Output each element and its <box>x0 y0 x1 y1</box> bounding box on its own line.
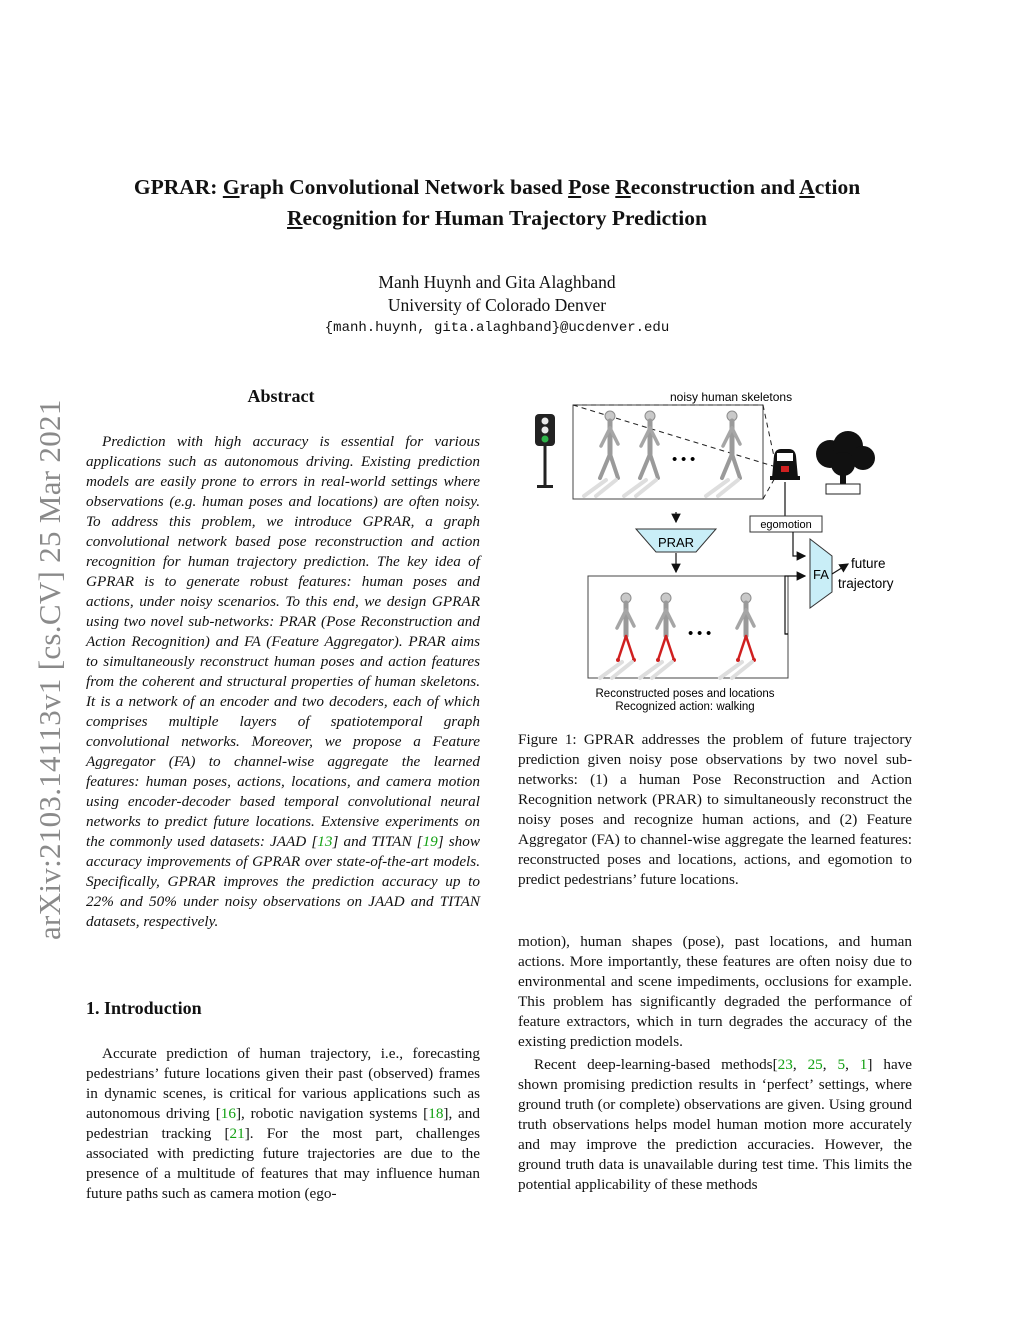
abstract-heading: Abstract <box>247 386 315 406</box>
figure-1-caption: Figure 1: GPRAR addresses the problem of future trajectory prediction given noisy pose observations by two novel sub-networks: (1) a human Pose Reconstruction and Action Recognition network (PRAR) to simultaneously reconstruct the noisy poses and recognize human actions, and (2) Feature Aggregator (FA) to channel-wise aggregate the learned features: reconstructed poses and locations, actions, and egomotion to predict pedestrians’ future locations. <box>518 731 912 888</box>
label-noisy-skeletons: noisy human skeletons <box>670 390 793 404</box>
title-line-2: Recognition for Human Trajectory Prediction <box>287 206 707 230</box>
author-names: Manh Huynh and Gita Alaghband <box>378 272 616 292</box>
abstract-text: Prediction with high accuracy is essential for various applications such as autonomous driving. Existing prediction models are easily prone to errors in real-world settings where observations (e.g. human poses and locations) are often noisy. To address this problem, we introduce GPRAR, a graph convolutional network based pose reconstruction and action recognition for human trajectory prediction. The key idea of GPRAR is to generate robust features: human poses and actions, under noisy scenarios. To this end, we design GPRAR using two novel sub-networks: PRAR (Pose Reconstruction and Action Recognition) and FA (Feature Aggregator). PRAR aims to simultaneously reconstruct human poses and action features from the coherent and structural properties of human skeletons. It is a network of an encoder and two decoders, each of which comprises multiple layers of spatiotemporal graph convolutional networks. Moreover, we propose a Feature Aggregator (FA) to channel-wise aggregate the learned features: human poses, actions, locations, and camera motion using encoder-decoder based temporal convolutional neural networks to predict future locations. Extensive experiments on the commonly used datasets: JAAD [13] and TITAN [19] show accuracy improvements of GPRAR over state-of-the-art models. Specifically, GPRAR improves the prediction accuracy up to 22% and 50% under noisy observations on JAAD and TITAN datasets, respectively. <box>86 433 480 930</box>
figure-1-diagram <box>518 386 918 718</box>
fa-label: FA <box>813 567 829 582</box>
citation-link[interactable]: 16 <box>220 1105 236 1122</box>
author-email: {manh.huynh, gita.alaghband}@ucdenver.edu <box>324 320 670 336</box>
prar-label: PRAR <box>657 535 695 550</box>
section-heading-introduction: 1. Introduction <box>86 998 202 1018</box>
author-affiliation: University of Colorado Denver <box>387 295 607 315</box>
citation-link[interactable]: 5 <box>837 1056 846 1073</box>
egomotion-label: egomotion <box>760 519 812 531</box>
ellipsis-icon: • • • <box>688 626 712 642</box>
citation-link[interactable]: 23 <box>777 1056 793 1073</box>
arxiv-identifier: arXiv:2103.14113v1 [cs.CV] 25 Mar 2021 <box>32 399 67 940</box>
car-icon <box>770 449 800 480</box>
citation-link[interactable]: 18 <box>428 1105 444 1122</box>
ellipsis-icon: • • • <box>672 452 696 468</box>
citation-link[interactable]: 19 <box>422 833 438 850</box>
traffic-light-icon <box>535 414 555 488</box>
citation-link[interactable]: 1 <box>859 1056 868 1073</box>
citation-link[interactable]: 25 <box>807 1056 823 1073</box>
introduction-text: Accurate prediction of human trajectory, i.e., forecasting pedestrians’ future locations given their past (observed) frames in dynamic scenes, is critical for various applications such as autonomous driving [16], robotic navigation systems [18], and pedestrian tracking [21]. For the most part, challenges associated with predicting future trajectories are due to the presence of a multitude of features that may influence human future paths such as camera motion (ego- <box>86 1045 481 1202</box>
paper-title <box>60 172 934 234</box>
citation-link[interactable]: 21 <box>229 1125 245 1142</box>
body-paragraph: Recent deep-learning-based methods[23, 25, 5, 1] have shown promising prediction results in ‘perfect’ settings, where ground truth (or complete) observations are given. Using ground truth observations helps model human motion more accurately and may improve the prediction accuracies. However, the ground truth data is unavailable during test time. This limits the potential applicability of these methods <box>518 1056 913 1193</box>
label-recognized-action: Recognized action: walking <box>615 701 755 713</box>
future-label: future <box>851 556 886 571</box>
title-line-1: GPRAR: Graph Convolutional Network based Pose Reconstruction and Action <box>133 175 861 199</box>
citation-link[interactable]: 13 <box>317 833 333 850</box>
author-block <box>260 271 734 317</box>
trajectory-label: trajectory <box>838 576 894 591</box>
tree-icon <box>816 431 875 494</box>
body-paragraph: motion), human shapes (pose), past locations, and human actions. More importantly, these features are often noisy due to environmental and scene impediments, occlusions for example. This problem has significantly degraded the performance of feature extractors, which in turn degrades the accuracy of the existing prediction models. <box>518 933 912 1050</box>
label-reconstructed: Reconstructed poses and locations <box>595 688 775 700</box>
